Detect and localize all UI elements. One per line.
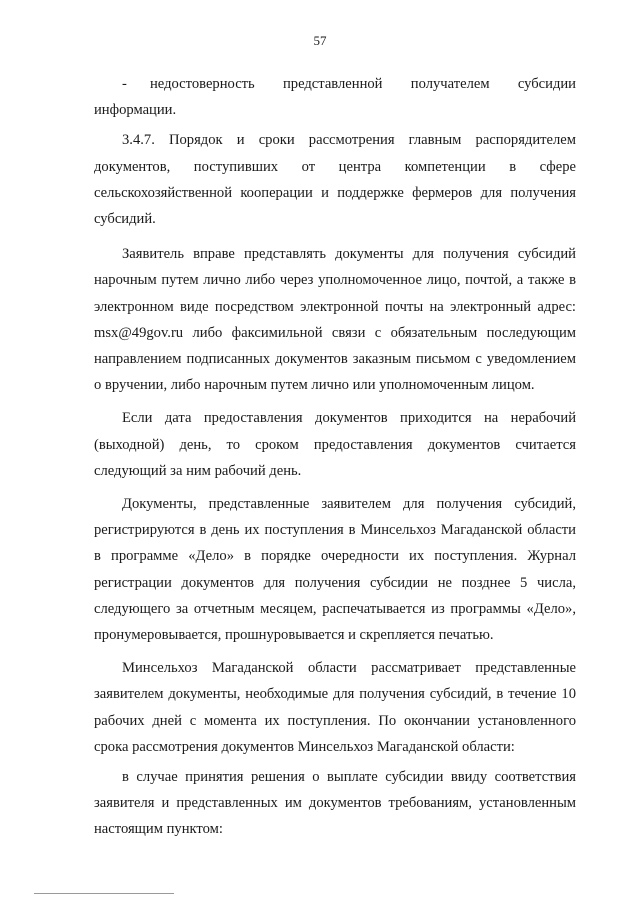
paragraph-text: недостоверность представленной получателем субсидии информации. (94, 76, 576, 119)
paragraph: Заявитель вправе представлять документы для получения субсидий нарочным путем лично либо через уполномоченное лицо, почтой, а также в электронном виде посредством электронной почты на электронный адрес: msx@49gov.ru либо факсимильной связи с обязательным последующим направлением подписанных документов заказным письмом с уведомлением о вручении, либо нарочным путем лично или уполномоченным лицом. (94, 246, 576, 394)
paragraph: Документы, представленные заявителем для получения субсидий, регистрируются в день их поступления в Минсельхоз Магаданской области в программе «Дело» в порядке очередности их поступления. Журнал регистрации документов для получения субсидии не позднее 5 числа, следующего за отчетным месяцем, распечатывается из программы «Дело», пронумеровывается, прошнуровывается и скрепляется печатью. (94, 496, 576, 644)
footer-divider (34, 893, 174, 894)
page-number: 57 (313, 33, 327, 48)
paragraph: в случае принятия решения о выплате субсидии ввиду соответствия заявителя и представленных им документов требованиям, установленным настоящим пунктом: (94, 769, 576, 838)
bullet-dash: - (122, 76, 127, 92)
paragraph: Если дата предоставления документов приходится на нерабочий (выходной) день, то сроком предоставления документов считается следующий за ним рабочий день. (94, 410, 576, 479)
document-body (94, 71, 576, 843)
paragraph-bullet (94, 71, 576, 123)
paragraph-section-heading: 3.4.7. Порядок и сроки рассмотрения главным распорядителем документов, поступивших от центра компетенции в сфере сельскохозяйственной кооперации и поддержке фермеров для получения субсидий. (94, 132, 576, 228)
paragraph: Минсельхоз Магаданской области рассматривает представленные заявителем документы, необходимые для получения субсидий, в течение 10 рабочих дней с момента их поступления. По окончании установленного срока рассмотрения документов Минсельхоз Магаданской области: (94, 660, 576, 755)
